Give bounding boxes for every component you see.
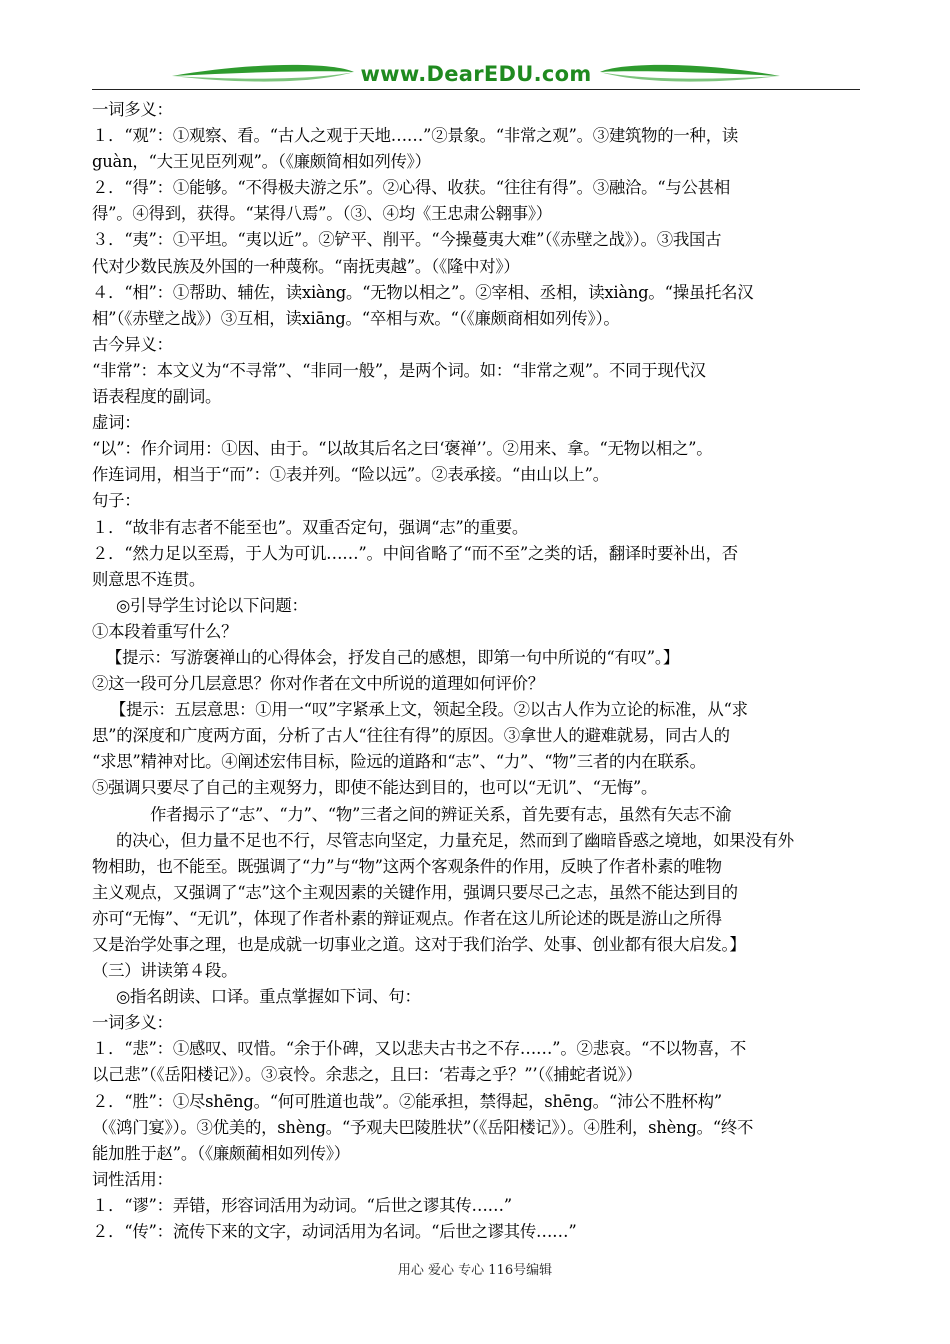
text-line: 虚词： xyxy=(92,413,141,433)
text-line: ２．“胜”：①尽shēng。“何可胜道也哉”。②能承担，禁得起，shēng。“沛公不胜杯构” xyxy=(92,1091,722,1111)
site-header-banner xyxy=(92,58,860,90)
text-line: １．“故非有志者不能至也”。双重否定句，强调“志”的重要。 xyxy=(92,517,529,537)
text-line: 思”的深度和广度两方面，分析了古人“往往有得”的原因。③拿世人的避难就易，同古人的 xyxy=(92,726,730,746)
text-line: 作连词用，相当于“而”：①表并列。“险以远”。②表承接。“由山以上”。 xyxy=(92,465,609,485)
text-line: 得”。④得到，获得。“某得八焉”。（③、④均《王忠肃公翱事》） xyxy=(92,204,552,224)
text-line: 一词多义： xyxy=(92,100,173,119)
text-line: ４．“相”：①帮助、辅佐，读xiàng。“无物以相之”。②宰相、丞相，读xiàng。“操虽托名汉 xyxy=(92,282,754,302)
text-line: （三）讲读第４段。 xyxy=(92,961,238,981)
text-line: 的决心，但力量不足也不行，尽管志向坚定，力量充足，然而到了幽暗昏惑之境地，如果没有外 xyxy=(116,830,794,850)
text-line: ◎引导学生讨论以下问题： xyxy=(116,595,308,615)
text-line: 以己悲”（《岳阳楼记》）。③哀怜。余悲之，且曰：‘若毒之乎？”’（《捕蛇者说》） xyxy=(92,1065,642,1085)
text-line: 亦可“无悔”、“无讥”，体现了作者朴素的辩证观点。作者在这儿所论述的既是游山之所得 xyxy=(92,908,722,928)
text-line: ②这一段可分几层意思？你对作者在文中所说的道理如何评价？ xyxy=(92,674,544,694)
text-line: 相”（《赤壁之战》）③互相，读xiāng。“卒相与欢。“（《廉颇商相如列传》）。 xyxy=(92,308,620,328)
text-line: ２．“得”：①能够。“不得极夫游之乐”。②心得、收获。“往往有得”。③融洽。“与公甚相 xyxy=(92,178,730,198)
text-line: 【提示：五层意思：①用一“叹”字紧承上文，领起全段。②以古人作为立论的标准，从“求 xyxy=(110,700,748,720)
text-line: 主义观点，又强调了“志”这个主观因素的关键作用，强调只要尽己之志，虽然不能达到目的 xyxy=(92,882,738,902)
text-line: “求思”精神对比。④阐述宏伟目标，险远的道路和“志”、“力”、“物”三者的内在联系。 xyxy=(92,752,706,772)
text-line: “非常”：本文义为“不寻常”、“非同一般”，是两个词。如：“非常之观”。不同于现代汉 xyxy=(92,360,706,380)
text-line: 古今异义： xyxy=(92,334,173,354)
header-divider xyxy=(92,89,860,90)
text-line: guàn，“大王见臣列观”。（《廉颇简相如列传》） xyxy=(92,152,431,172)
text-line: 代对少数民族及外国的一种蔑称。“南抚夷越”。（《隆中对》） xyxy=(92,256,520,276)
text-line: “以”：作介词用：①因、由于。“以故其后名之曰‘褒禅’’。②用来、拿。“无物以相之”。 xyxy=(92,439,713,459)
text-line: 语表程度的副词。 xyxy=(92,387,222,407)
text-line: 词性活用： xyxy=(92,1169,173,1189)
text-line: １．“悲”：①感叹、叹惜。“余于仆碑，又以悲夫古书之不存……”。②悲哀。“不以物喜，不 xyxy=(92,1039,746,1059)
text-line: 作者揭示了“志”、“力”、“物”三者之间的辨证关系，首先要有志，虽然有矢志不渝 xyxy=(150,804,732,824)
text-line: ２．“然力足以至焉，于人为可讥……”。中间省略了“而不至”之类的话，翻译时要补出，否 xyxy=(92,543,738,563)
text-line: 能加胜于赵”。（《廉颇蔺相如列传》） xyxy=(92,1143,350,1163)
text-line: 【提示：写游褒禅山的心得体会，抒发自己的感想，即第一句中所说的“有叹”。】 xyxy=(106,647,679,667)
text-line: １．“观”：①观察、看。“古人之观于天地……”②景象。“非常之观”。③建筑物的一种，读 xyxy=(92,126,738,146)
site-url-logo: www.DearEDU.com xyxy=(360,62,592,86)
text-line: （《鸿门宴》）。③优美的，shèng。“予观夫巴陵胜状”（《岳阳楼记》）。④胜利，shèng。“终不 xyxy=(92,1117,754,1137)
text-line: １．“谬”：弄错，形容词活用为动词。“后世之谬其传……” xyxy=(92,1195,512,1215)
text-line: 一词多义： xyxy=(92,1013,173,1033)
text-line: ２．“传”：流传下来的文字，动词活用为名词。“后世之谬其传……” xyxy=(92,1222,577,1242)
text-line: 物相助，也不能至。既强调了“力”与“物”这两个客观条件的作用，反映了作者朴素的唯物 xyxy=(92,856,722,876)
text-line: ①本段着重写什么？ xyxy=(92,621,238,641)
document-body xyxy=(92,97,860,1245)
text-line: ⑤强调只要尽了自己的主观努力，即使不能达到目的，也可以“无讥”、“无悔”。 xyxy=(92,778,658,798)
text-line: 则意思不连贯。 xyxy=(92,569,205,589)
text-line: ◎指名朗读、口译。重点掌握如下词、句： xyxy=(116,987,421,1007)
text-line: 又是治学处事之理，也是成就一切事业之道。这对于我们治学、处事、创业都有很大启发。】 xyxy=(92,935,746,954)
page-footer: 用心 爱心 专心 116号编辑 xyxy=(397,1263,553,1278)
text-line: ３．“夷”：①平坦。“夷以近”。②铲平、削平。“今操蔓夷大难”（《赤壁之战》）。③我国古 xyxy=(92,230,722,250)
text-line: 句子： xyxy=(92,491,141,511)
